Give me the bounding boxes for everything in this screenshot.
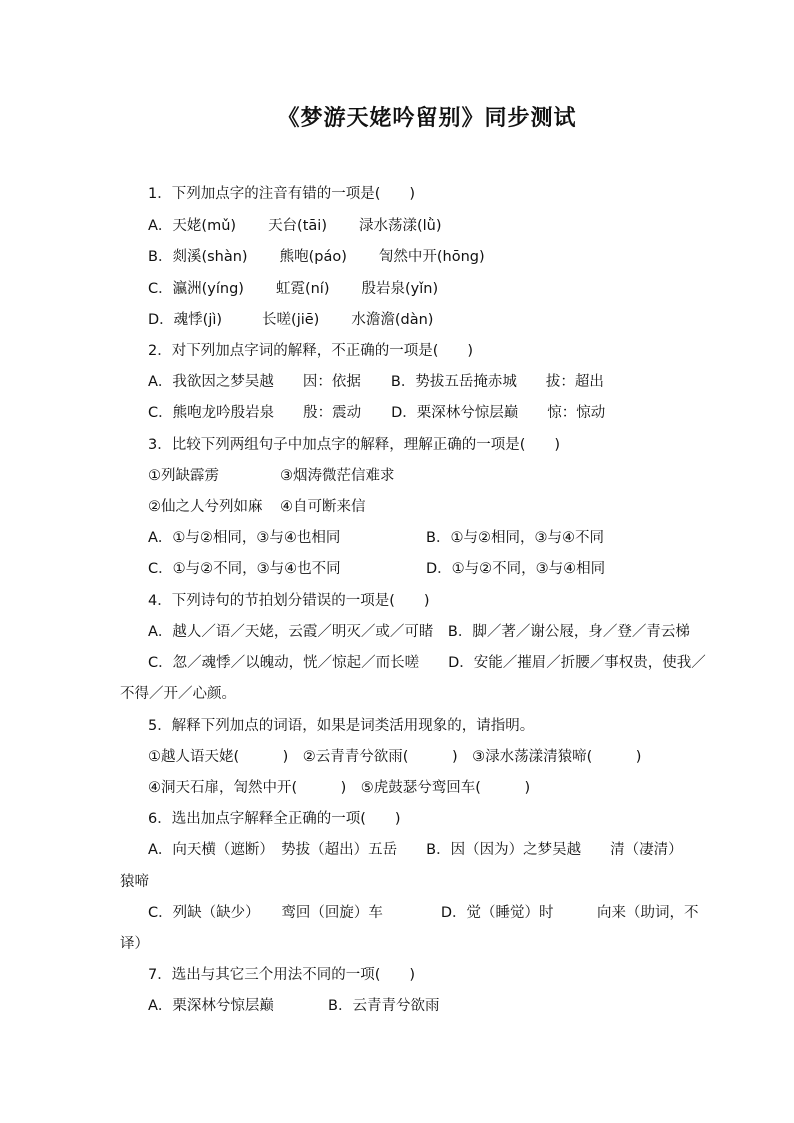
q5-stem: 5．解释下列加点的词语，如果是词类活用现象的，请指明。: [148, 718, 535, 734]
q7-options-ab: A．栗深林兮惊层巅 B．云青青兮欲雨: [148, 998, 440, 1014]
q1-option-c: C．瀛洲(yíng) 虹霓(ní) 殷岩泉(yǐn): [148, 281, 439, 297]
q2-options-cd: C．熊咆龙吟殷岩泉 殷：震动 D．栗深林兮惊层巅 惊：惊动: [148, 405, 606, 421]
q1-stem: 1．下列加点字的注音有错的一项是( ): [148, 186, 416, 202]
q6-option-b-continued: 猿啼: [120, 874, 149, 890]
q7-stem: 7．选出与其它三个用法不同的一项( ): [148, 967, 416, 983]
q1-option-b: B．剡溪(shàn) 熊咆(páo) 訇然中开(hōng): [148, 249, 485, 265]
q1-option-a: A．天姥(mǔ) 天台(tāi) 渌水荡漾(lǜ): [148, 218, 442, 234]
q6-option-d-continued: 译）: [120, 936, 149, 952]
q6-stem: 6．选出加点字解释全正确的一项( ): [148, 811, 401, 827]
q6-options-cd: C．列缺（缺少） 鸾回（回旋）车 D．觉（睡觉）时 向来（助词，不: [148, 905, 699, 921]
q4-options-ab: A．越人／语／天姥，云霞／明灭／或／可睹 B．脚／著／谢公屐，身／登／青云梯: [148, 624, 690, 640]
page-title: 《梦游天姥吟留别》同步测试: [277, 105, 577, 131]
q4-option-d-continued: 不得／开／心颜。: [120, 686, 236, 702]
q5-items-2: ④洞天石扉，訇然中开( ) ⑤虎鼓瑟兮鸾回车( ): [148, 780, 531, 796]
q6-options-ab: A．向天横（遮断） 势拔（超出）五岳 B．因（因为）之梦吴越 清（凄清）: [148, 842, 683, 858]
q2-stem: 2．对下列加点字词的解释，不正确的一项是( ): [148, 343, 474, 359]
q2-options-ab: A．我欲因之梦吴越 因：依据 B．势拔五岳掩赤城 拔：超出: [148, 374, 604, 390]
q4-stem: 4．下列诗句的节拍划分错误的一项是( ): [148, 593, 430, 609]
q3-options-ab: A．①与②相同，③与④也相同 B．①与②相同，③与④不同: [148, 530, 604, 546]
q3-stem: 3．比较下列两组句子中加点字的解释，理解正确的一项是( ): [148, 437, 561, 453]
q4-options-cd: C．忽／魂悸／以魄动，恍／惊起／而长嗟 D．安能／摧眉／折腰／事权贵，使我／: [148, 655, 706, 671]
q3-sentences-24: ②仙之人兮列如麻 ④自可断来信: [148, 499, 366, 515]
q3-options-cd: C．①与②不同，③与④也不同 D．①与②不同，③与④相同: [148, 561, 606, 577]
q3-sentences-13: ①列缺霹雳 ③烟涛微茫信难求: [148, 468, 395, 484]
q5-items-1: ①越人语天姥( ) ②云青青兮欲雨( ) ③渌水荡漾清猿啼( ): [148, 749, 642, 765]
q1-option-d: D．魂悸(jì) 长嗟(jiē) 水澹澹(dàn): [148, 312, 434, 328]
